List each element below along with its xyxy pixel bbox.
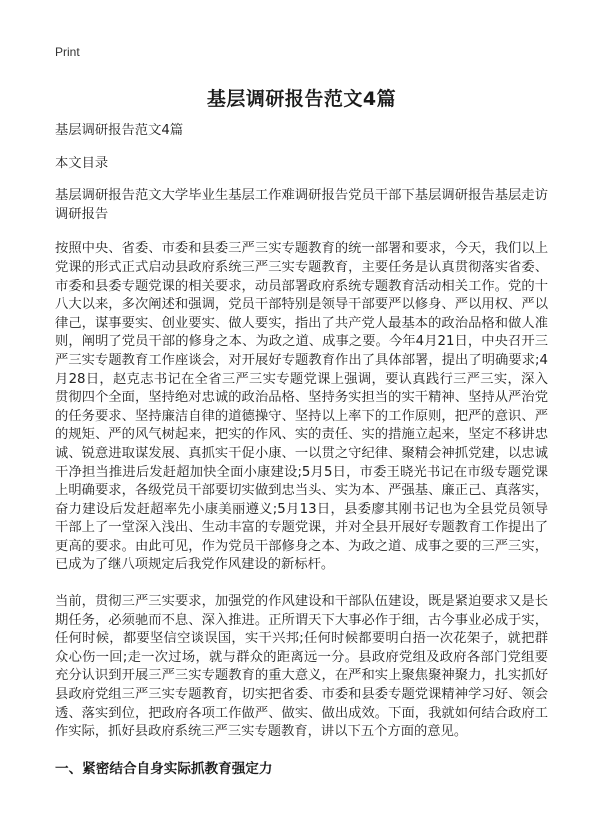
section-heading-1: 一、紧密结合自身实际抓教育强定力 bbox=[55, 760, 273, 777]
document-title: 基层调研报告范文4篇 bbox=[206, 88, 397, 110]
toc-heading: 本文目录 bbox=[55, 155, 109, 171]
print-link[interactable]: Print bbox=[55, 45, 80, 59]
document-subtitle: 基层调研报告范文4篇 bbox=[55, 123, 184, 138]
body-paragraph-1: 按照中央、省委、市委和县委三严三实专题教育的统一部署和要求，今天，我们以上党课的形式正式启动县政府系统三严三实专题教育，主要任务是认真贯彻落实省委、市委和县委专题党课的相关要求，动员部署政府系统专题教育活动相关工作。党的十八大以来，多次阐述和强调，党员干部特别是领导干部要严以修身、严以用权、严以律己，谋事要实、创业要实、做人要实，指出了共产党人最基本的政治品格和做人准则，阐明了党员干部的修身之本、为政之道、成事之要。今年4月21日，中央召开三严三实专题教育工作座谈会，对开展好专题教育作出了具体部署，提出了明确要求;4月28日，赵克志书记在全省三严三实专题党课上强调，要认真践行三严三实，深入贯彻四个全面，坚持绝对忠诚的政治品格、坚持务实担当的实干精神、坚持从严治党的任务要求、坚持廉洁自律的道德操守、坚持以上率下的工作原则，把严的意识、严的规矩、严的风气树起来，把实的作风、实的责任、实的措施立起来，坚定不移讲忠诚、锐意进取谋发展、真抓实干促小康、一以贯之守纪律、聚精会神抓党建，以忠诚干净担当推进后发赶超加快全面小康建设;5月5日，市委王晓光书记在市级专题党课上明确要求，各级党员干部要切实做到忠当头、实为本、严强基、廉正己、真落实，奋力建设后发赶超率先小康美丽遵义;5月13日，县委廖其刚书记也为全县党员领导干部上了一堂深入浅出、生动丰富的专题党课，并对全县开展好专题教育工作提出了更高的要求。由此可见，作为党员干部修身之本、为政之道、成事之要的三严三实，已成为了继八项规定后我党作风建设的新标杆。 bbox=[55, 241, 548, 573]
body-paragraph-2: 当前，贯彻三严三实要求，加强党的作风建设和干部队伍建设，既是紧迫要求又是长期任务，必须驰而不息、深入推进。正所谓天下大事必作于细，古今事业必成于实，任何时候，都要坚信空谈误国，实干兴邦;任何时候都要明白捂一次花架子，就把群众心伤一回;走一次过场，就与群众的距离远一分。县政府党组及政府各部门党组要充分认识到开展三严三实专题教育的重大意义，在严和实上聚焦聚神聚力，扎实抓好县政府党组三严三实专题教育，切实把省委、市委和县委专题党课精神学习好、领会透、落实到位，把政府各项工作做严、做实、做出成效。下面，我就如何结合政府工作实际，抓好县政府系统三严三实专题教育，讲以下五个方面的意见。 bbox=[55, 594, 548, 740]
toc-line: 基层调研报告范文大学毕业生基层工作难调研报告党员干部下基层调研报告基层走访调研报告 bbox=[55, 188, 548, 222]
